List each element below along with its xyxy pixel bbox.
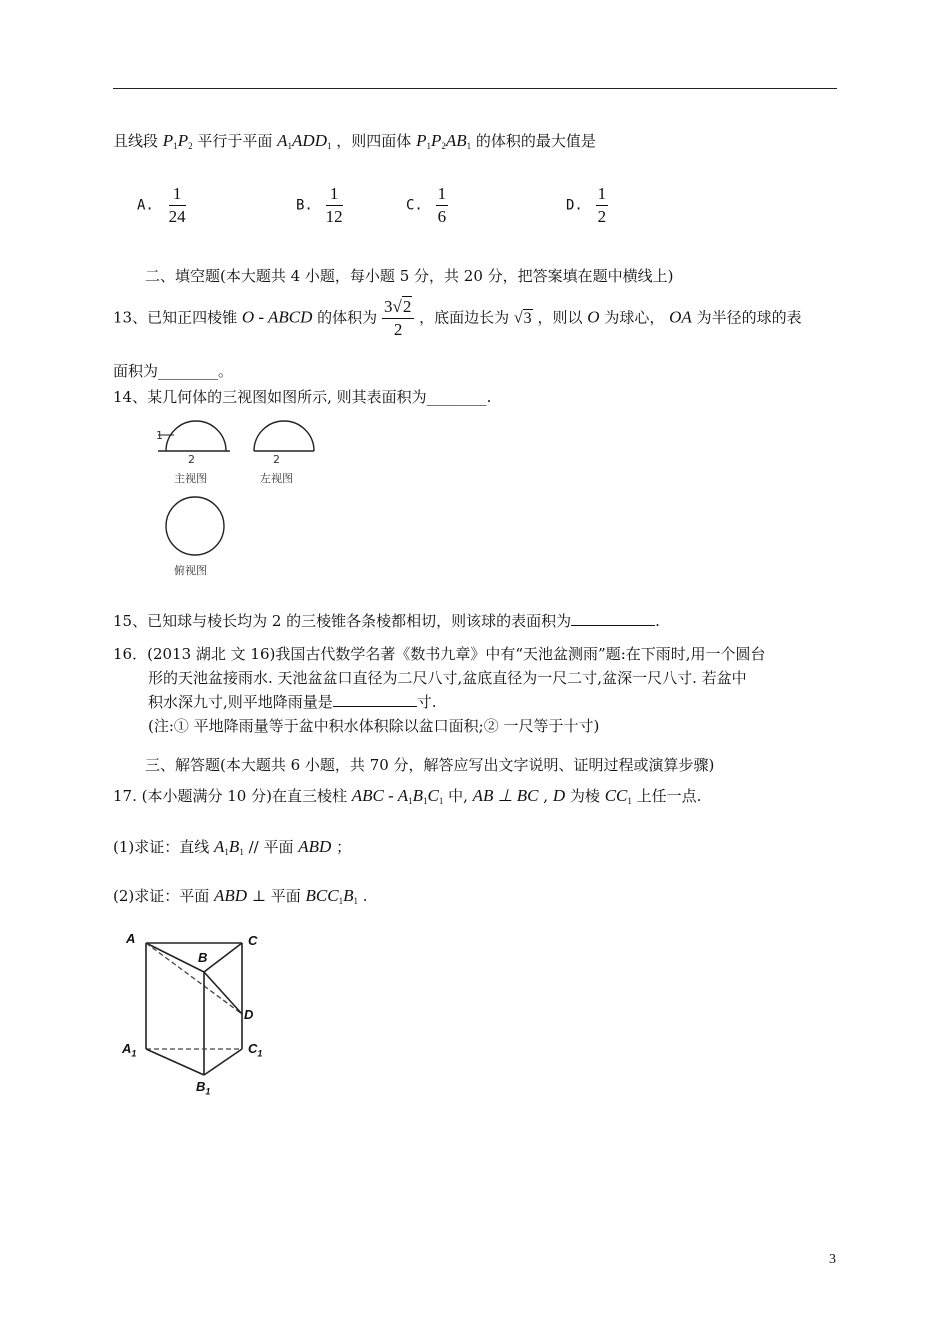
label-A: A — [126, 931, 136, 946]
q12-condition-line — [113, 130, 596, 151]
q16-line1: 16．(2013 湖北 文 16)我国古代数学名著《数书九章》中有“天池盆测雨”题:在下雨时,用一个圆台 — [113, 645, 766, 663]
label-A1: $A_1$ — [122, 1041, 137, 1059]
q12-segment: $P_1P_2$ — [162, 131, 193, 151]
section3-heading: 三、解答题(本大题共 6 小题，共 70 分，解答应写出文字说明、证明过程或演算步骤) — [145, 756, 715, 774]
q12-text-3: ，则四面体 — [336, 132, 412, 150]
q14-dim-front-width: 2 — [188, 453, 195, 466]
q13-line1: 13、已知正四棱锥 O - ABCD 的体积为 $\frac{3√2}{2}$ ，底面边长为 √3 ，则以 O 为球心， OA 为半径的球的表 — [113, 297, 802, 339]
front-view-semicircle — [166, 421, 226, 451]
q14-top-view-label: 俯视图 — [174, 564, 207, 577]
label-B: B — [198, 950, 208, 965]
q12-option-d: D. $\frac{1}{2}$ — [566, 184, 607, 226]
q15-answer-blank — [571, 611, 655, 626]
top-view-circle — [166, 497, 224, 555]
edge-A1B1 — [146, 1049, 204, 1075]
q16-line2: 形的天池盆接雨水. 天池盆盆口直径为二尺八寸,盆底直径为一尺二寸,盆深一尺八寸. 若盆中 — [148, 669, 747, 687]
q12-option-c: C. $\frac{1}{6}$ — [406, 184, 447, 226]
q15-text: 15、已知球与棱长均为 2 的三棱锥各条棱都相切，则该球的表面积为 . — [113, 612, 660, 630]
label-C: C — [248, 933, 258, 948]
q12-text-2: 平行于平面 — [197, 132, 273, 150]
segment-BD — [204, 972, 242, 1014]
q14-side-view-label: 左视图 — [260, 472, 293, 485]
edge-B1C1 — [204, 1049, 242, 1075]
q16-line3: 积水深九寸,则平地降雨量是 寸. — [148, 693, 437, 711]
q13-line2: 面积为________。 — [113, 362, 234, 380]
q14-three-view-figure — [150, 415, 340, 585]
q14-dim-side-width: 2 — [273, 453, 280, 466]
q14-dim-height: 1 — [156, 429, 163, 442]
q12-option-a: A. $\frac{1}{24}$ — [137, 184, 186, 226]
section2-heading: 二、填空题(本大题共 4 小题，每小题 5 分，共 20 分，把答案填在题中横线上) — [145, 267, 674, 285]
q12-text-1: 且线段 — [113, 132, 159, 150]
q16-note: (注:① 平地降雨量等于盆中积水体积除以盆口面积;② 一尺等于十寸) — [148, 717, 600, 735]
label-C1: $C_1$ — [248, 1041, 263, 1059]
q13-edge-root: √3 — [513, 309, 532, 327]
q17-prism-figure — [118, 925, 298, 1105]
q16-answer-blank — [333, 692, 417, 707]
q12-option-b: B. $\frac{1}{12}$ — [296, 184, 343, 226]
label-B1: $B_1$ — [196, 1079, 211, 1097]
header-rule — [113, 88, 837, 89]
q17-statement: 17. (本小题满分 10 分)在直三棱柱 ABC - $A_1B_1C_1$ 中, AB ⊥ BC , D 为棱 $CC_1$ 上任一点. — [113, 786, 702, 806]
label-D: D — [244, 1007, 254, 1022]
q17-part2: (2)求证：平面 ABD ⊥ 平面 $BCC_1B_1$ . — [113, 886, 368, 906]
q17-prism: ABC - $A_1B_1C_1$ — [351, 786, 444, 806]
q14-front-view-label: 主视图 — [174, 472, 207, 485]
edge-AB — [146, 943, 204, 972]
page-number: 3 — [829, 1252, 836, 1267]
side-view-semicircle — [254, 421, 314, 451]
edge-BC — [204, 943, 242, 972]
q12-plane: $A_1ADD_1$ — [277, 131, 332, 151]
q12-tetrahedron: $P_1P_2AB_1$ — [416, 131, 472, 151]
q14-text: 14、某几何体的三视图如图所示, 则其表面积为________. — [113, 388, 492, 406]
q13-volume-fraction: $\frac{3√2}{2}$ — [382, 296, 414, 341]
q13-pyramid: O - ABCD — [241, 307, 313, 327]
q12-text-4: 的体积的最大值是 — [475, 132, 596, 150]
q17-part1: (1)求证：直线 $A_1B_1$ // 平面 ABD ； — [113, 837, 352, 857]
q17-edge: $CC_1$ — [604, 786, 632, 806]
